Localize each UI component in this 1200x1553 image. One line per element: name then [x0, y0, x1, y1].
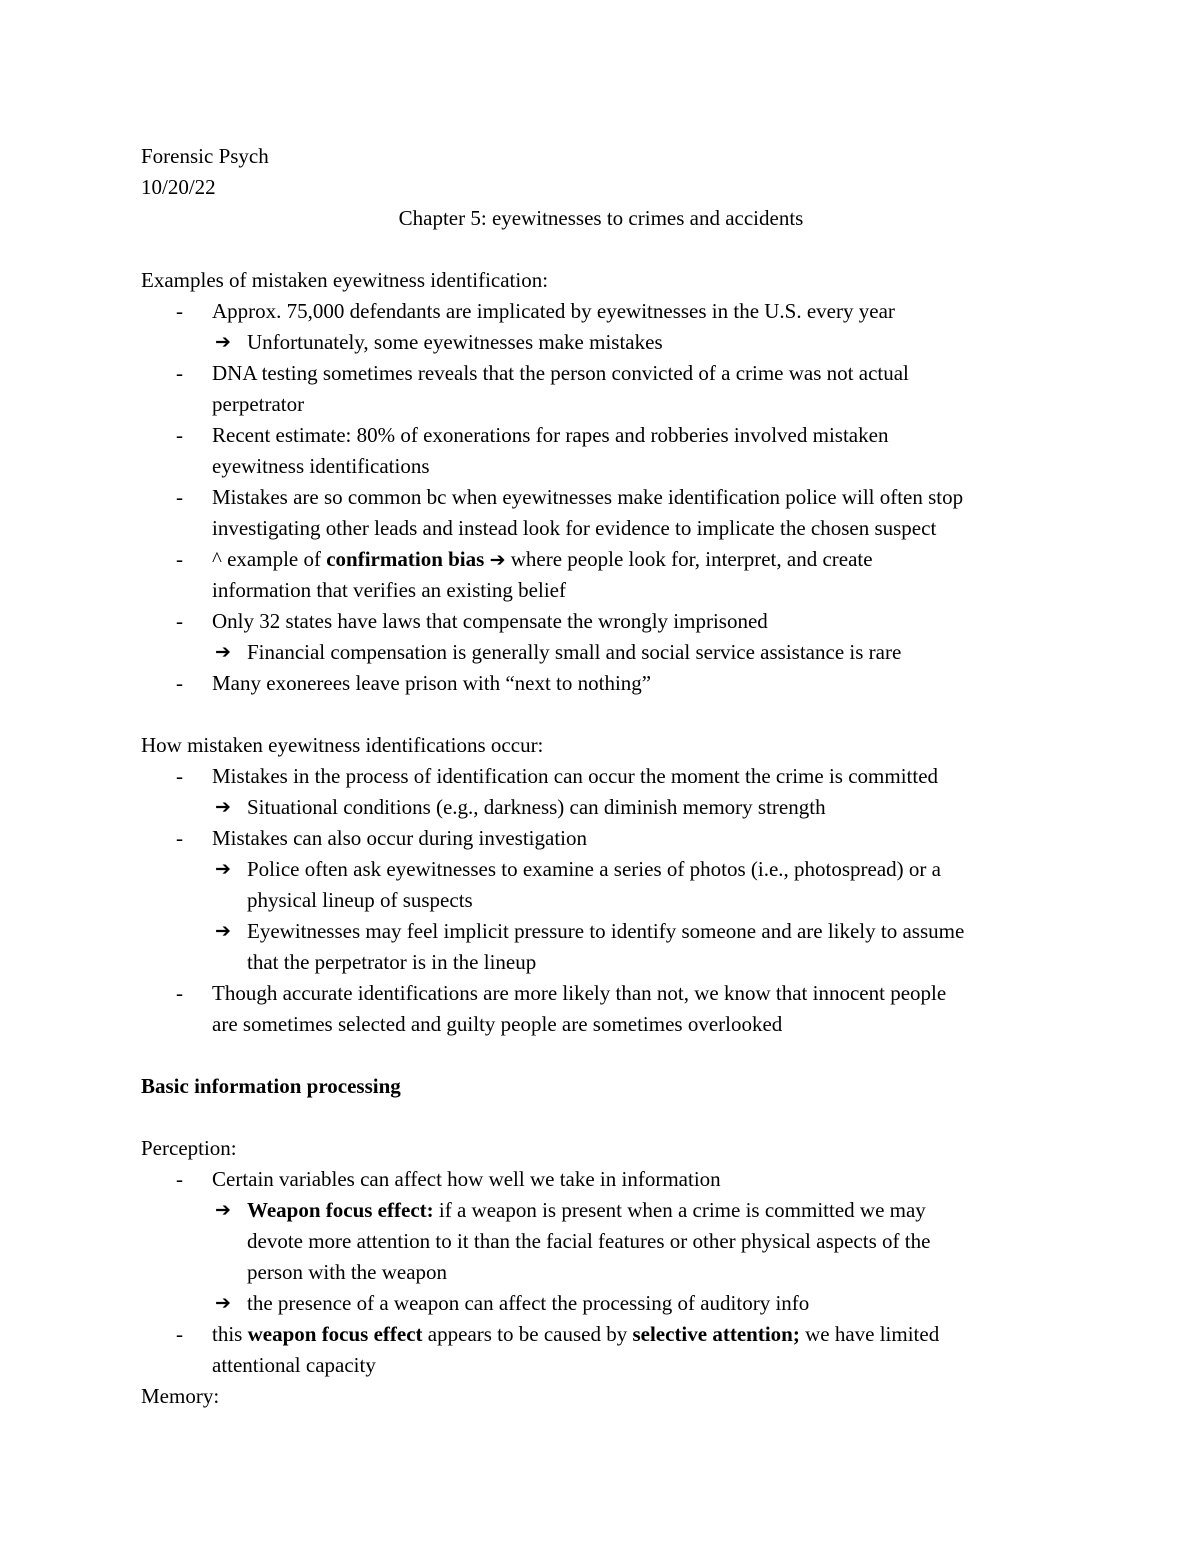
sub-list-item — [141, 792, 1061, 823]
list-item-continuation: perpetrator — [212, 392, 305, 416]
list-item — [141, 761, 1061, 792]
list-item-text-suffix: we have limited — [799, 1322, 940, 1346]
arrow-right-icon: ➔ — [215, 331, 231, 353]
sub-list-item — [141, 916, 1061, 947]
spacer — [141, 234, 1061, 265]
term-confirmation-bias: confirmation bias — [326, 547, 485, 571]
arrow-right-icon: ➔ — [215, 858, 231, 880]
sub-list-item-text: the presence of a weapon can affect the processing of auditory info — [247, 1291, 810, 1315]
list-item — [141, 1164, 1061, 1195]
sub-list-item-text: Police often ask eyewitnesses to examine a series of photos (i.e., photospread) or a — [247, 857, 941, 881]
dash-bullet: - — [176, 547, 183, 571]
list-item-continuation: information that verifies an existing belief — [212, 578, 566, 602]
list-item-text: Mistakes in the process of identification can occur the moment the crime is committed — [212, 764, 939, 788]
arrow-right-icon: ➔ — [215, 920, 231, 942]
list-item-text-prefix: ^ example of — [212, 547, 327, 571]
list-item-text-prefix: this — [212, 1322, 248, 1346]
list-item-text-middle: appears to be caused by — [422, 1322, 633, 1346]
list-item-text: Approx. 75,000 defendants are implicated by eyewitnesses in the U.S. every year — [212, 299, 895, 323]
sub-list-item — [141, 327, 1061, 358]
list-item — [141, 823, 1061, 854]
sub-list-item-continuation: devote more attention to it than the facial features or other physical aspects of the — [247, 1229, 931, 1253]
dash-bullet: - — [176, 1322, 183, 1346]
list-item-continuation: are sometimes selected and guilty people are sometimes overlooked — [212, 1012, 783, 1036]
list-item — [141, 420, 1061, 451]
sub-list-item-text: Eyewitnesses may feel implicit pressure to identify someone and are likely to assume — [247, 919, 965, 943]
dash-bullet: - — [176, 826, 183, 850]
list-item — [141, 482, 1061, 513]
arrow-right-icon: ➔ — [489, 549, 506, 571]
list-item — [141, 606, 1061, 637]
subsection-title-memory: Memory: — [141, 1384, 220, 1408]
section-title-how-mistakes-occur: How mistaken eyewitness identifications occur: — [141, 733, 544, 757]
sub-list-item — [141, 854, 1061, 885]
chapter-title: Chapter 5: eyewitnesses to crimes and accidents — [398, 206, 804, 230]
sub-list-item-continuation: person with the weapon — [247, 1260, 448, 1284]
sub-list-item-continuation: that the perpetrator is in the lineup — [247, 950, 537, 974]
arrow-right-icon: ➔ — [215, 1292, 231, 1314]
spacer — [141, 1040, 1061, 1071]
arrow-right-icon: ➔ — [215, 1199, 231, 1221]
term-weapon-focus-effect: weapon focus effect — [247, 1322, 423, 1346]
sub-list-item — [141, 1195, 1061, 1226]
list-item-text-suffix: where people look for, interpret, and create — [505, 547, 873, 571]
list-item — [141, 544, 1061, 575]
dash-bullet: - — [176, 361, 183, 385]
note-date: 10/20/22 — [141, 175, 216, 199]
list-item-text: Many exonerees leave prison with “next to nothing” — [212, 671, 652, 695]
list-item-continuation: investigating other leads and instead look for evidence to implicate the chosen suspect — [212, 516, 937, 540]
list-item — [141, 358, 1061, 389]
course-name: Forensic Psych — [141, 144, 269, 168]
sub-list-item-text: Financial compensation is generally small and social service assistance is rare — [247, 640, 902, 664]
dash-bullet: - — [176, 299, 183, 323]
section-heading-basic-information-processing: Basic information processing — [141, 1074, 401, 1098]
list-item-continuation: eyewitness identifications — [212, 454, 430, 478]
dash-bullet: - — [176, 671, 183, 695]
sub-list-item-text: if a weapon is present when a crime is committed we may — [433, 1198, 926, 1222]
document-page — [141, 141, 1061, 1412]
arrow-right-icon: ➔ — [215, 796, 231, 818]
list-item-text: Mistakes can also occur during investigation — [212, 826, 587, 850]
sub-list-item-text: Unfortunately, some eyewitnesses make mistakes — [247, 330, 663, 354]
term-weapon-focus-effect: Weapon focus effect: — [247, 1198, 434, 1222]
sub-list-item-text: Situational conditions (e.g., darkness) can diminish memory strength — [247, 795, 826, 819]
list-item — [141, 1319, 1061, 1350]
list-item-text: DNA testing sometimes reveals that the person convicted of a crime was not actual — [212, 361, 909, 385]
dash-bullet: - — [176, 1167, 183, 1191]
list-item — [141, 978, 1061, 1009]
list-item-text: Certain variables can affect how well we take in information — [212, 1167, 721, 1191]
list-item-text: Only 32 states have laws that compensate the wrongly imprisoned — [212, 609, 768, 633]
dash-bullet: - — [176, 764, 183, 788]
subsection-title-perception: Perception: — [141, 1136, 237, 1160]
dash-bullet: - — [176, 485, 183, 509]
section-title-mistaken-identification: Examples of mistaken eyewitness identification: — [141, 268, 549, 292]
arrow-right-icon: ➔ — [215, 641, 231, 663]
list-item — [141, 296, 1061, 327]
dash-bullet: - — [176, 423, 183, 447]
list-item-text: Recent estimate: 80% of exonerations for rapes and robberies involved mistaken — [212, 423, 889, 447]
term-selective-attention: selective attention; — [632, 1322, 800, 1346]
sub-list-item — [141, 637, 1061, 668]
list-item — [141, 668, 1061, 699]
sub-list-item — [141, 1288, 1061, 1319]
list-item-continuation: attentional capacity — [212, 1353, 376, 1377]
sub-list-item-continuation: physical lineup of suspects — [247, 888, 473, 912]
list-item-text: Though accurate identifications are more likely than not, we know that innocent people — [212, 981, 947, 1005]
spacer — [141, 699, 1061, 730]
list-item-text: Mistakes are so common bc when eyewitnesses make identification police will often stop — [212, 485, 964, 509]
dash-bullet: - — [176, 981, 183, 1005]
dash-bullet: - — [176, 609, 183, 633]
spacer — [141, 1102, 1061, 1133]
